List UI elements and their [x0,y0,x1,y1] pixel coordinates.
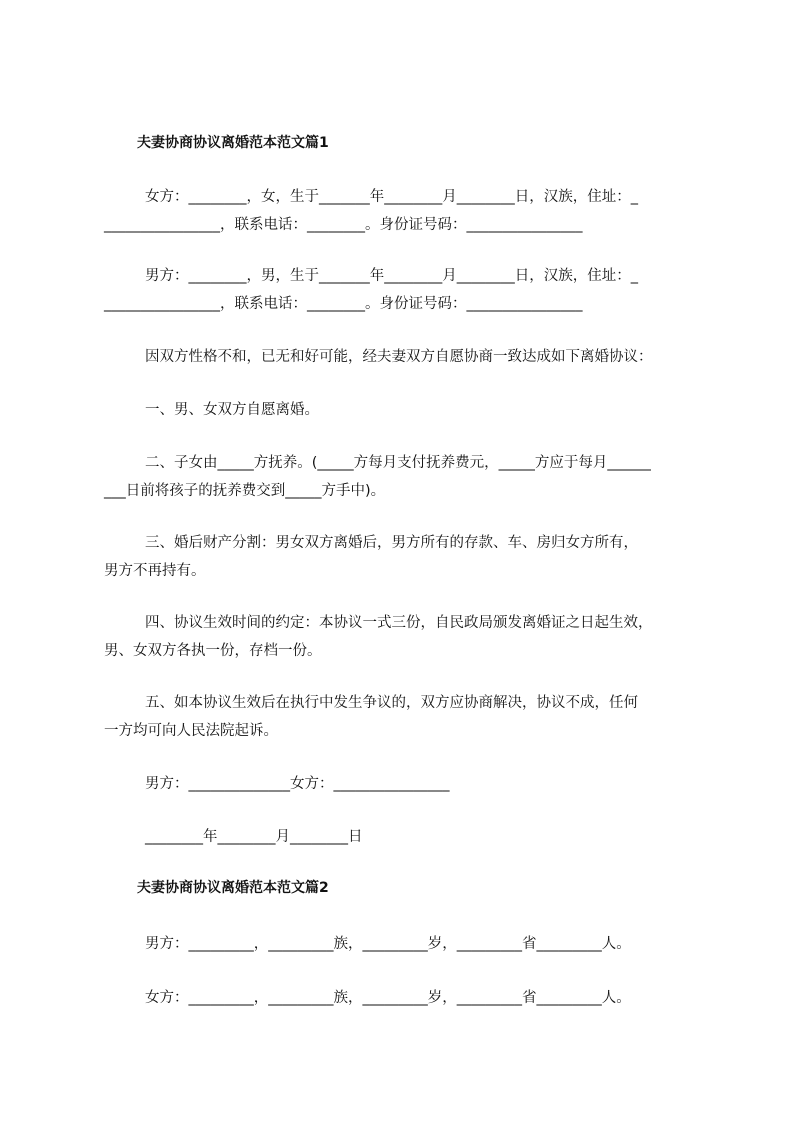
clause-2: 二、子女由_____方抚养。(_____方每月支付抚养费元，_____方应于每月______ [145,455,651,471]
agreement-intro: 因双方性格不和，已无和好可能，经夫妻双方自愿协商一致达成如下离婚协议： [145,349,653,365]
clause-3-continued: 男方不再持有。 [104,563,206,579]
clause-2-continued: ___日前将孩子的抚养费交到_____方手中)。 [104,483,386,499]
male-party-line: 男方：________，男，生于_______年________月________日，汉族，住址：_ [145,268,638,284]
clause-4: 四、协议生效时间的约定：本协议一式三份，自民政局颁发离婚证之日起生效， [145,615,653,631]
clause-5: 五、如本协议生效后在执行中发生争议的，双方应协商解决，协议不成，任何 [145,695,638,711]
signature-line: 男方：______________女方：________________ [145,776,450,792]
clause-1: 一、男、女双方自愿离婚。 [145,402,319,418]
male-info-line: 男方：_________，_________族，_________岁，_________省_________人。 [145,936,631,952]
female-party-line-continued: ________________，联系电话：________。身份证号码：________________ [104,217,583,233]
section-title-1: 夫妻协商协议离婚范本范文篇1 [137,135,329,151]
male-party-line-continued: ________________，联系电话：________。身份证号码：________________ [104,296,583,312]
clause-4-continued: 男、女双方各执一份，存档一份。 [104,643,322,659]
female-party-line: 女方：________，女，生于_______年________月________日，汉族，住址：_ [145,189,638,205]
date-line: ________年________月________日 [145,829,363,845]
clause-3: 三、婚后财产分割：男女双方离婚后，男方所有的存款、车、房归女方所有， [145,535,638,551]
section-title-2: 夫妻协商协议离婚范本范文篇2 [137,880,329,896]
female-info-line: 女方：_________，_________族，_________岁，_________省_________人。 [145,990,631,1006]
clause-5-continued: 一方均可向人民法院起诉。 [104,723,278,739]
